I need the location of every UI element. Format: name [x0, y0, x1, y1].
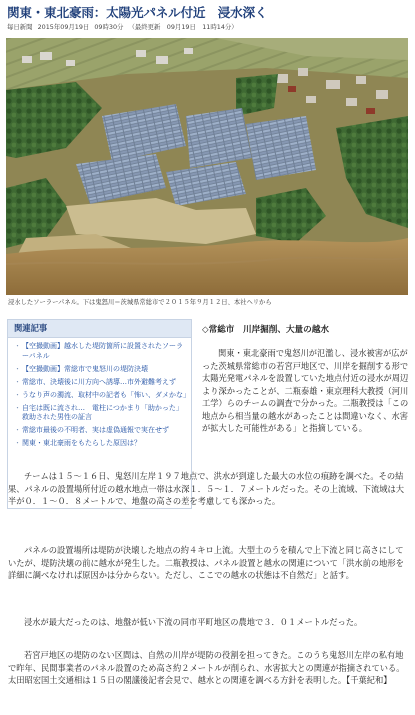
article-headline: 関東・東北豪雨：太陽光パネル付近 浸水深く: [7, 5, 268, 20]
article-paragraph-4: 浸水が最大だったのは、地盤が低い下流の同市平町地区の農地で３．０１メートルだった。: [24, 617, 363, 627]
bullet-icon: ・: [14, 342, 21, 350]
photo-caption: 浸水したソーラーパネル。下は鬼怒川＝茨城県常総市で２０１５年９月１２日、本社ヘリから: [8, 299, 272, 306]
related-article-link[interactable]: ・ 常総市最後の不明者、実は虚偽通報で実在せず: [14, 426, 169, 435]
article-paragraph-1: 関東・東北豪雨で鬼怒川が氾濫し、浸水被害が広がった茨城県常総市の若宮戸地区で、川岸を掘削する形で太陽光発電パネルを設置していた地点付近の浸水が周辺より深かったことが、二瓶泰雄・東京理科大教授（河川工学）らのチームの調査で分かった。二瓶教授は「この地点から相当量の越水があったことは間違いなく、水害が拡大した可能性がある」と指摘している。: [202, 348, 409, 433]
bullet-icon: ・: [14, 426, 21, 435]
article-paragraph-5: 若宮戸地区の堤防のない区間は、自然の川岸が堤防の役割を担ってきた。このうち鬼怒川左岸の私有地で昨年、民間事業者のパネル設置のため高さ約２メートルが削られ、水害拡大との関連が指摘されている。太田昭宏国土交通相は１５日の閣議後記者会見で、越水との関連を調べる方針を表明した。【千葉紀和】: [8, 650, 405, 685]
bullet-icon: ・: [14, 403, 21, 412]
bullet-icon: ・: [14, 390, 21, 399]
article-meta: [7, 23, 409, 32]
article-source: 毎日新聞: [7, 23, 33, 31]
aerial-flood-photo: [6, 38, 408, 295]
related-article-link[interactable]: ・ 【空撮動画】常総市で鬼怒川の堤防決壊: [14, 364, 148, 373]
article-updated: （最終更新 09月19日 11時14分）: [128, 23, 238, 31]
bullet-icon: ・: [14, 439, 21, 448]
related-articles-title: 関連記事: [8, 320, 191, 338]
section-heading: ◇常総市 川岸掘削、大量の越水: [202, 325, 329, 335]
bullet-icon: ・: [14, 364, 21, 373]
related-article-link[interactable]: ・ 【空撮動画】越水した堤防箇所に設置されたソーラーパネル: [14, 342, 183, 360]
related-articles-list: [8, 338, 191, 449]
related-article-link[interactable]: ・ 常総市、決壊後に川方向へ誘導…市外避難考えず: [14, 377, 176, 386]
related-article-link[interactable]: ・ 自宅は既に流され… 電柱につかまり「助かった」救助された男性の証言: [14, 403, 183, 422]
related-article-link[interactable]: ・ 関東・東北豪雨をもたらした原因は？: [14, 439, 141, 448]
related-article-link[interactable]: ・ うなり声の濁流、取材中の記者も「怖い、ダメかな」: [14, 390, 190, 399]
article-date: 2015年09月19日: [37, 23, 90, 31]
article-paragraph-3: パネルの設置場所は堤防が決壊した地点の約４キロ上流。大型土のうを積んで上下流と同じ高さにしていたが、堤防決壊の前に越水が発生した。二瓶教授は、パネル設置と越水の関連について「洪水前の地形を詳細に調べなければ原因かは分からない。ただし、ここでの越水の状態は不自然だ」と話す。: [8, 545, 404, 580]
article-paragraph-2: チームは１５〜１６日、鬼怒川左岸１９７地点で、洪水が到達した最大の水位の痕跡を調べた。その結果、パネルの設置場所付近の越水地点一帯は水深１．５〜１．７メートルだった。その上流域、下流域は大半が０．１〜０．８メートルで、地盤の高さの差を考慮しても深かった。: [8, 471, 404, 506]
article-time: 09時30分: [94, 23, 124, 31]
bullet-icon: ・: [14, 377, 21, 386]
